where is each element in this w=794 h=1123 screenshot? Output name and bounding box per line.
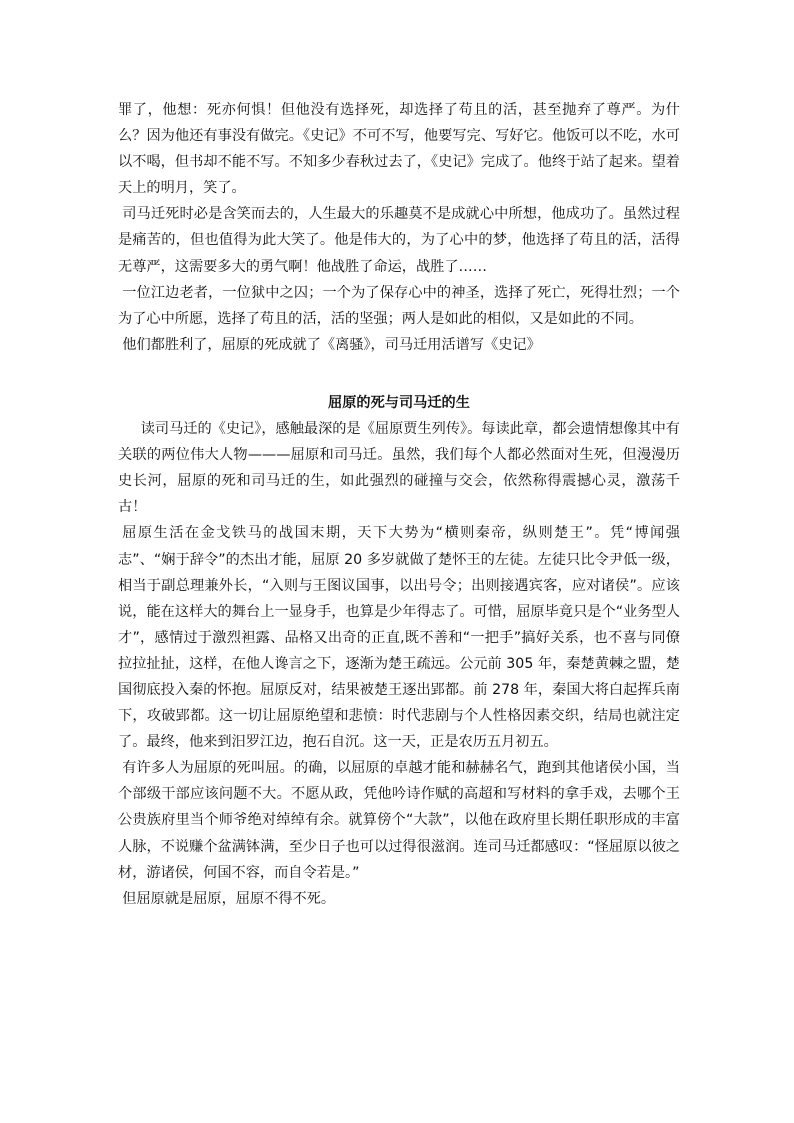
paragraph-qu-yuan-injustice: 有许多人为屈原的死叫屈。的确，以屈原的卓越才能和赫赫名气，跑到其他诸侯小国，当个部级干部应该问题不大。不愿从政，凭他吟诗作赋的高超和写材料的拿手戏，去哪个王公贵族府里当个师爷绝对绰绰有余。就算傍个“大款”，以他在政府里长期任职形成的丰富人脉，不说赚个盆满钵满，至少日子也可以过得很滋润。连司马迁都感叹：“怪屈原以彼之材，游诸侯，何国不容，而自令若是。” <box>118 760 680 881</box>
paragraph-victory: 他们都胜利了，屈原的死成就了《离骚》，司马迁用活谱写《史记》 <box>122 336 541 353</box>
paragraph-sima-qian-smile: 司马迁死时必是含笑而去的，人生最大的乐趣莫不是成就心中所想，他成功了。虽然过程是痛苦的，但也值得为此大笑了。他是伟大的，为了心中的梦，他选择了苟且的活，活得无尊严，这需要多大的勇气啊！他战胜了命运，战胜了…… <box>118 206 680 275</box>
paragraph-conclusion: 但屈原就是屈原，屈原不得不死。 <box>122 890 336 907</box>
document-page <box>118 97 680 912</box>
essay-title: 屈原的死与司马迁的生 <box>328 394 470 411</box>
paragraph-intro: 读司马迁的《史记》，感触最深的是《屈原贾生列传》。每读此章，都会遗情想像其中有关联的两位伟大人物———屈原和司马迁。虽然，我们每个人都必然面对生死，但漫漫历史长河，屈原的死和司马迁的生，如此强烈的碰撞与交会，依然称得震撼心灵，激荡千古！ <box>118 421 680 516</box>
paragraph-sima-qian-resolve: 罪了，他想：死亦何惧！但他没有选择死，却选择了苟且的活，甚至抛弃了尊严。为什么？因为他还有事没有做完。《史记》不可不写，他要写完、写好它。他饭可以不吃，水可以不喝，但书却不能不写。不知多少春秋过去了，《史记》完成了。他终于站了起来。望着天上的明月，笑了。 <box>118 102 680 197</box>
paragraph-qu-yuan-life: 屈原生活在金戈铁马的战国末期，天下大势为“横则秦帝，纵则楚王”。凭“博闻强志”、“娴于辞令”的杰出才能，屈原 20 多岁就做了楚怀王的左徒。左徒只比令尹低一级，相当于副总理兼外长，“入则与王图议国事，以出号令；出则接遇宾客，应对诸侯”。应该说，能在这样大的舞台上一显身手，也算是少年得志了。可惜，屈原毕竟只是个“业务型人才”，感情过于激烈袒露、品格又出奇的正直,既不善和“一把手”搞好关系，也不喜与同僚拉拉扯扯，这样，在他人谗言之下，逐渐为楚王疏远。公元前 305 年，秦楚黄棘之盟，楚国彻底投入秦的怀抱。屈原反对，结果被楚王逐出郢都。前 278 年，秦国大将白起挥兵南下，攻破郢都。这一切让屈原绝望和悲愤：时代悲剧与个人性格因素交织，结局也就注定了。最终，他来到汨罗江边，抱石自沉。这一天，正是农历五月初五。 <box>118 525 680 751</box>
section-spacer <box>118 358 680 384</box>
paragraph-comparison: 一位江边老者，一位狱中之囚；一个为了保存心中的神圣，选择了死亡，死得壮烈；一个为了心中所愿，选择了苟且的活，活的坚强；两人是如此的相似，又是如此的不同。 <box>118 284 680 327</box>
